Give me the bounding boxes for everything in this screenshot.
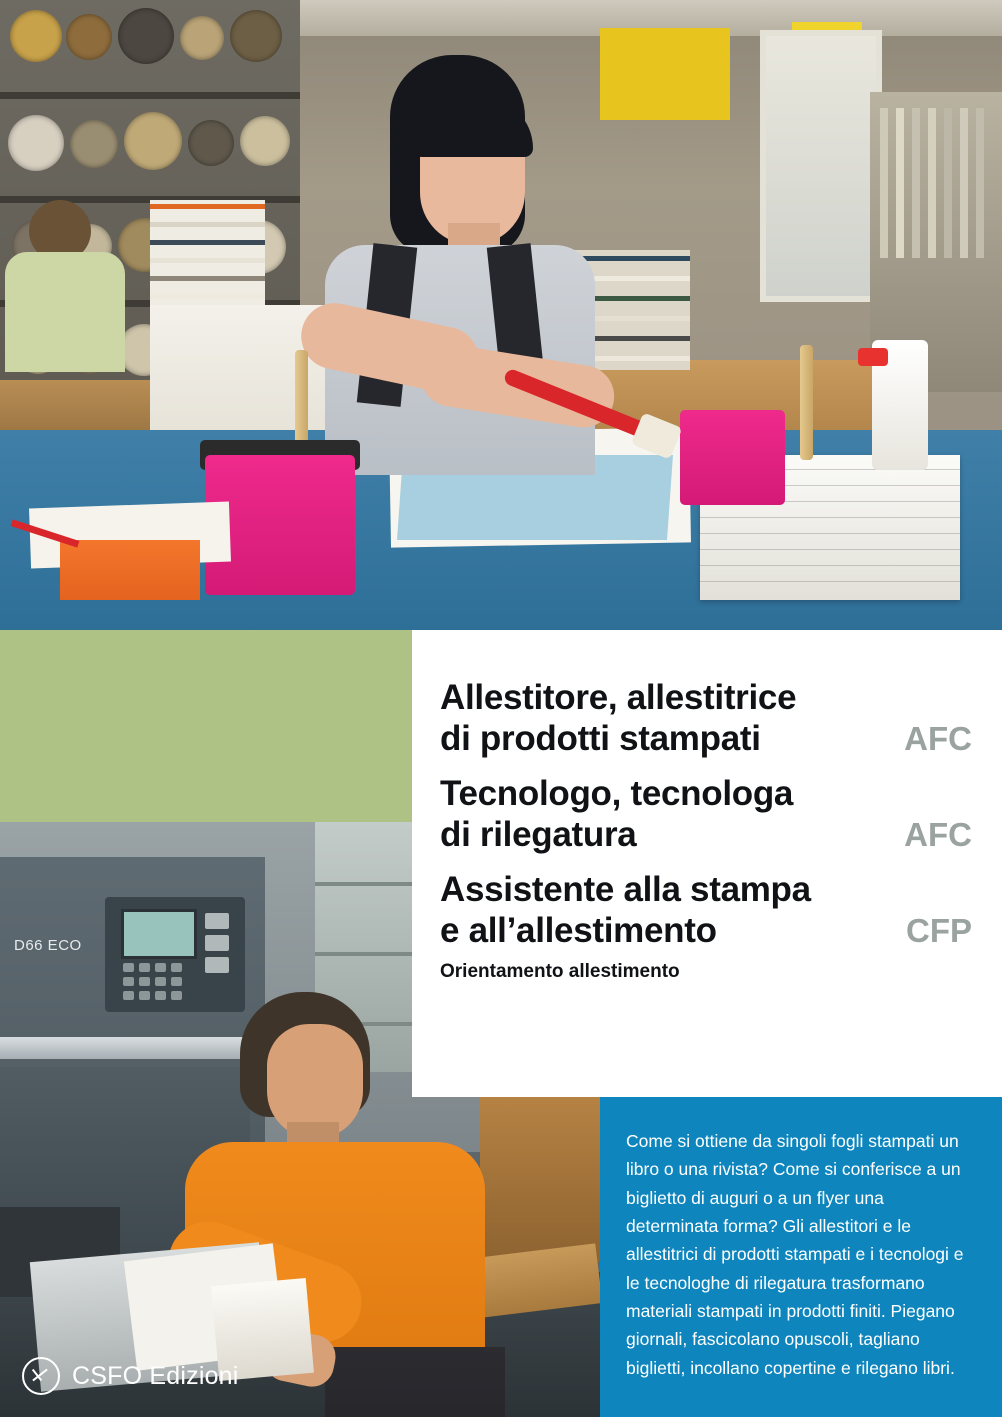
machine-display [121,909,197,959]
job-entry-2 [440,774,972,856]
workshop-window [760,30,882,302]
csfo-circle-icon [22,1357,60,1395]
description-panel [600,1097,1002,1417]
publisher-logo [22,1357,239,1395]
wooden-handle-right [800,345,813,460]
job-title-1 [440,678,796,760]
job-title-3 [440,870,811,952]
description-text: Come si ottiene da singoli fogli stampati un libro o una rivista? Come si conferisce a un biglietto di auguri o a un flyer una determinata forma? Gli allestitori e le allestitrici di prodotti stampati e i tecnologi e le tecnologhe di rilegatura trasformano materiali stampati in prodotti finiti. Piegano giornali, fascicolano opuscoli, tagliano biglietti, incollano copertine e rilegano libri. [626,1131,964,1378]
job-entry-3 [440,870,972,952]
background-worker [5,200,125,370]
orange-paper-block [60,540,200,600]
job-title-3-line2: e all’allestimento [440,910,717,950]
job-code-1: AFC [904,719,972,757]
bookbinder-worker [270,55,570,475]
job-title-2-line1: Tecnologo, tecnologa [440,773,794,813]
spray-bottle [872,340,928,470]
green-color-block [0,630,412,822]
job-title-1-line1: Allestitore, allestitrice [440,678,797,717]
job-code-2: AFC [904,815,972,853]
pink-bucket-right [680,410,785,505]
job-specialization-label: Orientamento allestimento [440,960,680,982]
job-title-2-line2: di rilegatura [440,814,637,854]
job-code-3: CFP [906,911,972,949]
job-entry-1 [440,678,972,760]
machine-model-label: D66 ECO [14,937,82,954]
publisher-name: CSFO Edizioni [72,1361,239,1390]
title-card [412,630,1002,1097]
yellow-wall-panel [600,28,730,120]
job-title-1-line2: di prodotti stampati [440,718,761,758]
bookbinding-workshop-photo [0,0,1002,630]
job-title-2 [440,774,793,856]
job-title-3-line1: Assistente alla stampa [440,869,811,909]
